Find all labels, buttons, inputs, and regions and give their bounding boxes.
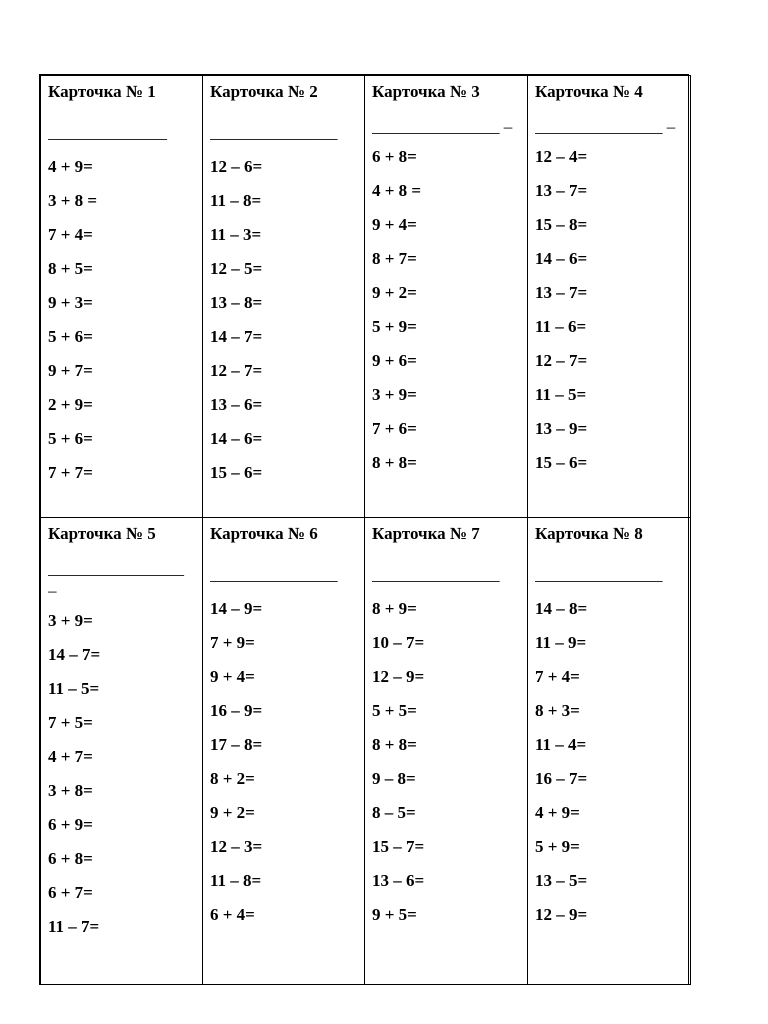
problem: 14 – 8= xyxy=(535,599,588,618)
problem: 6 + 7= xyxy=(48,883,93,902)
problem: 6 + 8= xyxy=(48,849,93,868)
problem: 8 + 8= xyxy=(372,735,417,754)
problem: 12 – 9= xyxy=(535,905,588,924)
problem: 16 – 9= xyxy=(210,701,263,720)
card-title: Карточка № 1 xyxy=(48,82,156,101)
problem: 12 – 4= xyxy=(535,147,588,166)
card-title: Карточка № 6 xyxy=(210,524,318,543)
problem: 11 – 5= xyxy=(535,385,587,404)
problem: 6 + 4= xyxy=(210,905,255,924)
problem: 5 + 5= xyxy=(372,701,417,720)
problem: 5 + 6= xyxy=(48,429,93,448)
card-5 xyxy=(41,518,203,985)
problem: 13 – 7= xyxy=(535,181,588,200)
problem: 8 – 5= xyxy=(372,803,416,822)
problem: 17 – 8= xyxy=(210,735,263,754)
cards-table xyxy=(40,75,691,985)
problem: 6 + 8= xyxy=(372,147,417,166)
card-title: Карточка № 8 xyxy=(535,524,643,543)
name-line: ______________ xyxy=(48,123,167,142)
name-line: _______________ xyxy=(372,565,500,584)
problem: 11 – 3= xyxy=(210,225,262,244)
problem: 8 + 3= xyxy=(535,701,580,720)
problem: 9 + 5= xyxy=(372,905,417,924)
problem: 10 – 7= xyxy=(372,633,425,652)
problem: 5 + 6= xyxy=(48,327,93,346)
cards-row-1 xyxy=(41,76,691,518)
problem: 6 + 9= xyxy=(48,815,93,834)
card-title: Карточка № 5 xyxy=(48,524,156,543)
problem: 8 + 9= xyxy=(372,599,417,618)
problem: 14 – 9= xyxy=(210,599,263,618)
name-line: _______________ – xyxy=(372,117,513,136)
card-1 xyxy=(41,76,203,518)
problem: 3 + 8= xyxy=(48,781,93,800)
problem: 3 + 8 = xyxy=(48,191,98,210)
problem: 9 + 7= xyxy=(48,361,93,380)
name-line: _______________ xyxy=(535,565,663,584)
problem: 16 – 7= xyxy=(535,769,588,788)
problem: 8 + 5= xyxy=(48,259,93,278)
card-2 xyxy=(203,76,365,518)
name-line: _______________ – xyxy=(535,117,676,136)
card-4 xyxy=(528,76,691,518)
problem: 15 – 8= xyxy=(535,215,588,234)
card-grid xyxy=(39,74,689,985)
problem: 11 – 8= xyxy=(210,871,262,890)
name-line: ________________ – xyxy=(48,559,184,600)
problem: 2 + 9= xyxy=(48,395,93,414)
problem: 12 – 7= xyxy=(210,361,263,380)
card-6 xyxy=(203,518,365,985)
problem: 7 + 9= xyxy=(210,633,255,652)
problem: 9 + 4= xyxy=(210,667,255,686)
problem: 13 – 5= xyxy=(535,871,588,890)
problem: 3 + 9= xyxy=(48,611,93,630)
problem: 5 + 9= xyxy=(372,317,417,336)
problem: 8 + 8= xyxy=(372,453,417,472)
problem: 12 – 9= xyxy=(372,667,425,686)
problem: 13 – 7= xyxy=(535,283,588,302)
problem: 14 – 6= xyxy=(535,249,588,268)
problem: 7 + 5= xyxy=(48,713,93,732)
problem: 14 – 6= xyxy=(210,429,263,448)
problem: 12 – 3= xyxy=(210,837,263,856)
problem: 11 – 9= xyxy=(535,633,587,652)
problem: 4 + 8 = xyxy=(372,181,422,200)
problem: 9 + 2= xyxy=(372,283,417,302)
problem: 11 – 4= xyxy=(535,735,587,754)
problem: 11 – 8= xyxy=(210,191,262,210)
card-3 xyxy=(365,76,528,518)
problem: 13 – 8= xyxy=(210,293,263,312)
problem: 4 + 9= xyxy=(48,157,93,176)
problem: 11 – 5= xyxy=(48,679,100,698)
problem: 7 + 6= xyxy=(372,419,417,438)
problem: 3 + 9= xyxy=(372,385,417,404)
card-8 xyxy=(528,518,691,985)
problem: 5 + 9= xyxy=(535,837,580,856)
problem: 9 + 4= xyxy=(372,215,417,234)
problem: 7 + 4= xyxy=(535,667,580,686)
problem: 15 – 6= xyxy=(210,463,263,482)
problem: 15 – 6= xyxy=(535,453,588,472)
problem: 9 – 8= xyxy=(372,769,416,788)
problem: 7 + 4= xyxy=(48,225,93,244)
problem: 13 – 9= xyxy=(535,419,588,438)
problem: 14 – 7= xyxy=(210,327,263,346)
problem: 8 + 2= xyxy=(210,769,255,788)
name-line: _______________ xyxy=(210,565,338,584)
problem: 9 + 3= xyxy=(48,293,93,312)
problem: 7 + 7= xyxy=(48,463,93,482)
problem: 9 + 2= xyxy=(210,803,255,822)
problem: 12 – 6= xyxy=(210,157,263,176)
problem: 9 + 6= xyxy=(372,351,417,370)
problem: 4 + 9= xyxy=(535,803,580,822)
card-title: Карточка № 2 xyxy=(210,82,318,101)
problem: 8 + 7= xyxy=(372,249,417,268)
problem: 11 – 6= xyxy=(535,317,587,336)
problem: 11 – 7= xyxy=(48,917,100,936)
problem: 12 – 5= xyxy=(210,259,263,278)
cards-row-2 xyxy=(41,518,691,985)
problem: 12 – 7= xyxy=(535,351,588,370)
problem: 14 – 7= xyxy=(48,645,101,664)
name-line: _______________ xyxy=(210,123,338,142)
problem: 15 – 7= xyxy=(372,837,425,856)
card-title: Карточка № 7 xyxy=(372,524,480,543)
problem: 13 – 6= xyxy=(372,871,425,890)
card-title: Карточка № 4 xyxy=(535,82,643,101)
problem: 4 + 7= xyxy=(48,747,93,766)
problem: 13 – 6= xyxy=(210,395,263,414)
card-7 xyxy=(365,518,528,985)
card-title: Карточка № 3 xyxy=(372,82,480,101)
